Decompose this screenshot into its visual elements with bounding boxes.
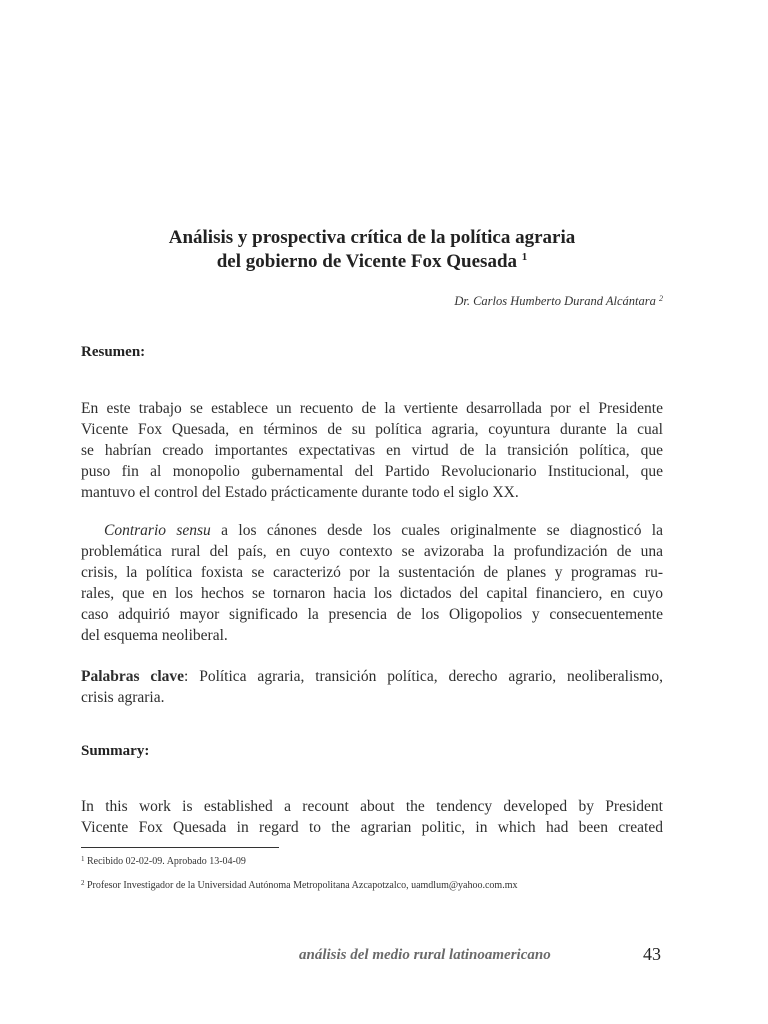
text-line <box>81 520 663 541</box>
resumen-paragraph-1 <box>81 398 663 503</box>
summary-paragraph-1 <box>81 796 663 838</box>
summary-heading: Summary: <box>81 743 150 759</box>
text-line <box>81 666 663 687</box>
title-footnote-mark: 1 <box>521 251 528 263</box>
resumen-heading: Resumen: <box>81 344 146 360</box>
footnote-mark: 1 <box>81 855 85 863</box>
author-name: Dr. Carlos Humberto Durand Alcántara <box>454 294 656 308</box>
text-line: crisis, la política foxista se caracterizó por la sustentación de planes y programas ru- <box>81 564 663 581</box>
paper-title <box>81 226 663 274</box>
resumen-paragraph-2 <box>81 520 663 646</box>
author-line <box>454 294 663 309</box>
text-line: crisis agraria. <box>81 689 165 706</box>
text-line: problemática rural del país, en cuyo contexto se avizoraba la profundización de una <box>81 543 663 560</box>
text-line: caso adquirió mayor significado la presencia de los Oligopolios y consecuentemente <box>81 606 663 623</box>
keywords-paragraph <box>81 666 663 708</box>
author-footnote-mark: 2 <box>659 294 663 303</box>
footnote-1 <box>81 856 246 867</box>
text-line: del esquema neoliberal. <box>81 627 228 644</box>
text-line: se habrían creado importantes expectativas en virtud de la transición política, que <box>81 442 663 459</box>
footnote-text: Profesor Investigador de la Universidad Autónoma Metropolitana Azcapotzalco, uamdlum@yahoo.com.mx <box>87 880 518 891</box>
text-line: puso fin al monopolio gubernamental del Partido Revolucionario Institucional, que <box>81 463 663 480</box>
footnote-mark: 2 <box>81 879 85 887</box>
title-line-2 <box>81 250 663 274</box>
text-line: Vicente Fox Quesada in regard to the agrarian politic, in which had been created <box>81 819 663 836</box>
text-line: En este trabajo se establece un recuento de la vertiente desarrollada por el Presidente <box>81 400 663 417</box>
footnote-2 <box>81 880 518 891</box>
keywords-label: Palabras clave <box>81 668 185 685</box>
text-line: mantuvo el control del Estado prácticamente durante todo el siglo XX. <box>81 484 519 501</box>
title-line-1: Análisis y prospectiva crítica de la política agraria <box>168 227 576 248</box>
keywords-text: : Política agraria, transición política, derecho agrario, neoliberalismo, <box>184 668 664 685</box>
latin-phrase: Contrario sensu <box>104 522 211 539</box>
running-footer-journal: análisis del medio rural latinoamericano <box>299 947 551 963</box>
footnote-divider <box>81 847 279 848</box>
text-line: rales, que en los hechos se tornaron hacia los dictados del capital financiero, en cuyo <box>81 585 663 602</box>
footnote-text: Recibido 02-02-09. Aprobado 13-04-09 <box>87 856 246 867</box>
title-line-2-text: del gobierno de Vicente Fox Quesada <box>216 251 518 272</box>
text-fragment: a los cánones desde los cuales originalmente se diagnosticó la <box>210 522 663 539</box>
text-line: Vicente Fox Quesada, en términos de su política agraria, coyuntura durante la cual <box>81 421 663 438</box>
text-line: In this work is established a recount about the tendency developed by President <box>81 798 663 815</box>
page-number: 43 <box>643 944 661 964</box>
